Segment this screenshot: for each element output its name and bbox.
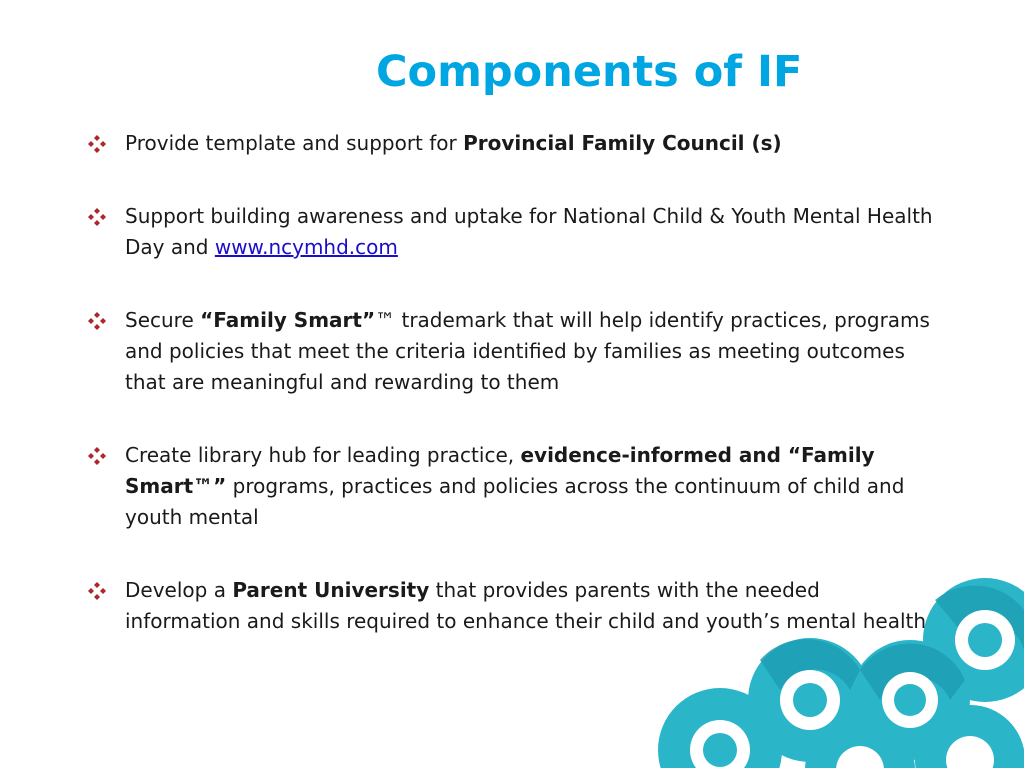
four-diamond-bullet-icon xyxy=(88,208,106,226)
four-diamond-bullet-icon xyxy=(88,582,106,600)
bullet-provincial-family-council xyxy=(88,128,938,159)
bullet-text: Create library hub for leading practice, xyxy=(125,443,521,467)
bullet-library-hub xyxy=(88,440,938,533)
bullet-text: Support building awareness and uptake for National Child & Youth Mental Health Day and xyxy=(125,204,933,259)
bullet-text-continued: ™ trademark that will help identify practices, programs and policies that meet the criteria identified by families as meeting outcomes that are meaningful and rewarding to them xyxy=(125,308,930,394)
bullet-parent-university xyxy=(88,575,938,637)
bullet-bold-text: Parent University xyxy=(232,578,430,602)
bullet-bold-text: “Family Smart” xyxy=(200,308,376,332)
four-diamond-bullet-icon xyxy=(88,312,106,330)
four-diamond-bullet-icon xyxy=(88,135,106,153)
bullet-mental-health-day xyxy=(88,201,938,263)
bullet-bold-text: evidence-informed and “Family Smart™” xyxy=(125,443,875,498)
bullet-text-continued: programs, practices and policies across the continuum of child and youth mental xyxy=(125,474,905,529)
bullet-text: Secure xyxy=(125,308,201,332)
bullet-list xyxy=(88,128,938,637)
ncymhd-link[interactable]: www.ncymhd.com xyxy=(214,235,398,259)
bullet-text: Develop a xyxy=(125,578,233,602)
bullet-bold-text: Provincial Family Council (s) xyxy=(463,131,782,155)
slide-title: Components of IF xyxy=(376,47,803,97)
four-diamond-bullet-icon xyxy=(88,447,106,465)
bullet-family-smart-trademark xyxy=(88,305,938,398)
bullet-text: Provide template and support for xyxy=(125,131,464,155)
bullet-text-continued: that provides parents with the needed information and skills required to enhance their child and youth’s mental health xyxy=(125,578,927,633)
